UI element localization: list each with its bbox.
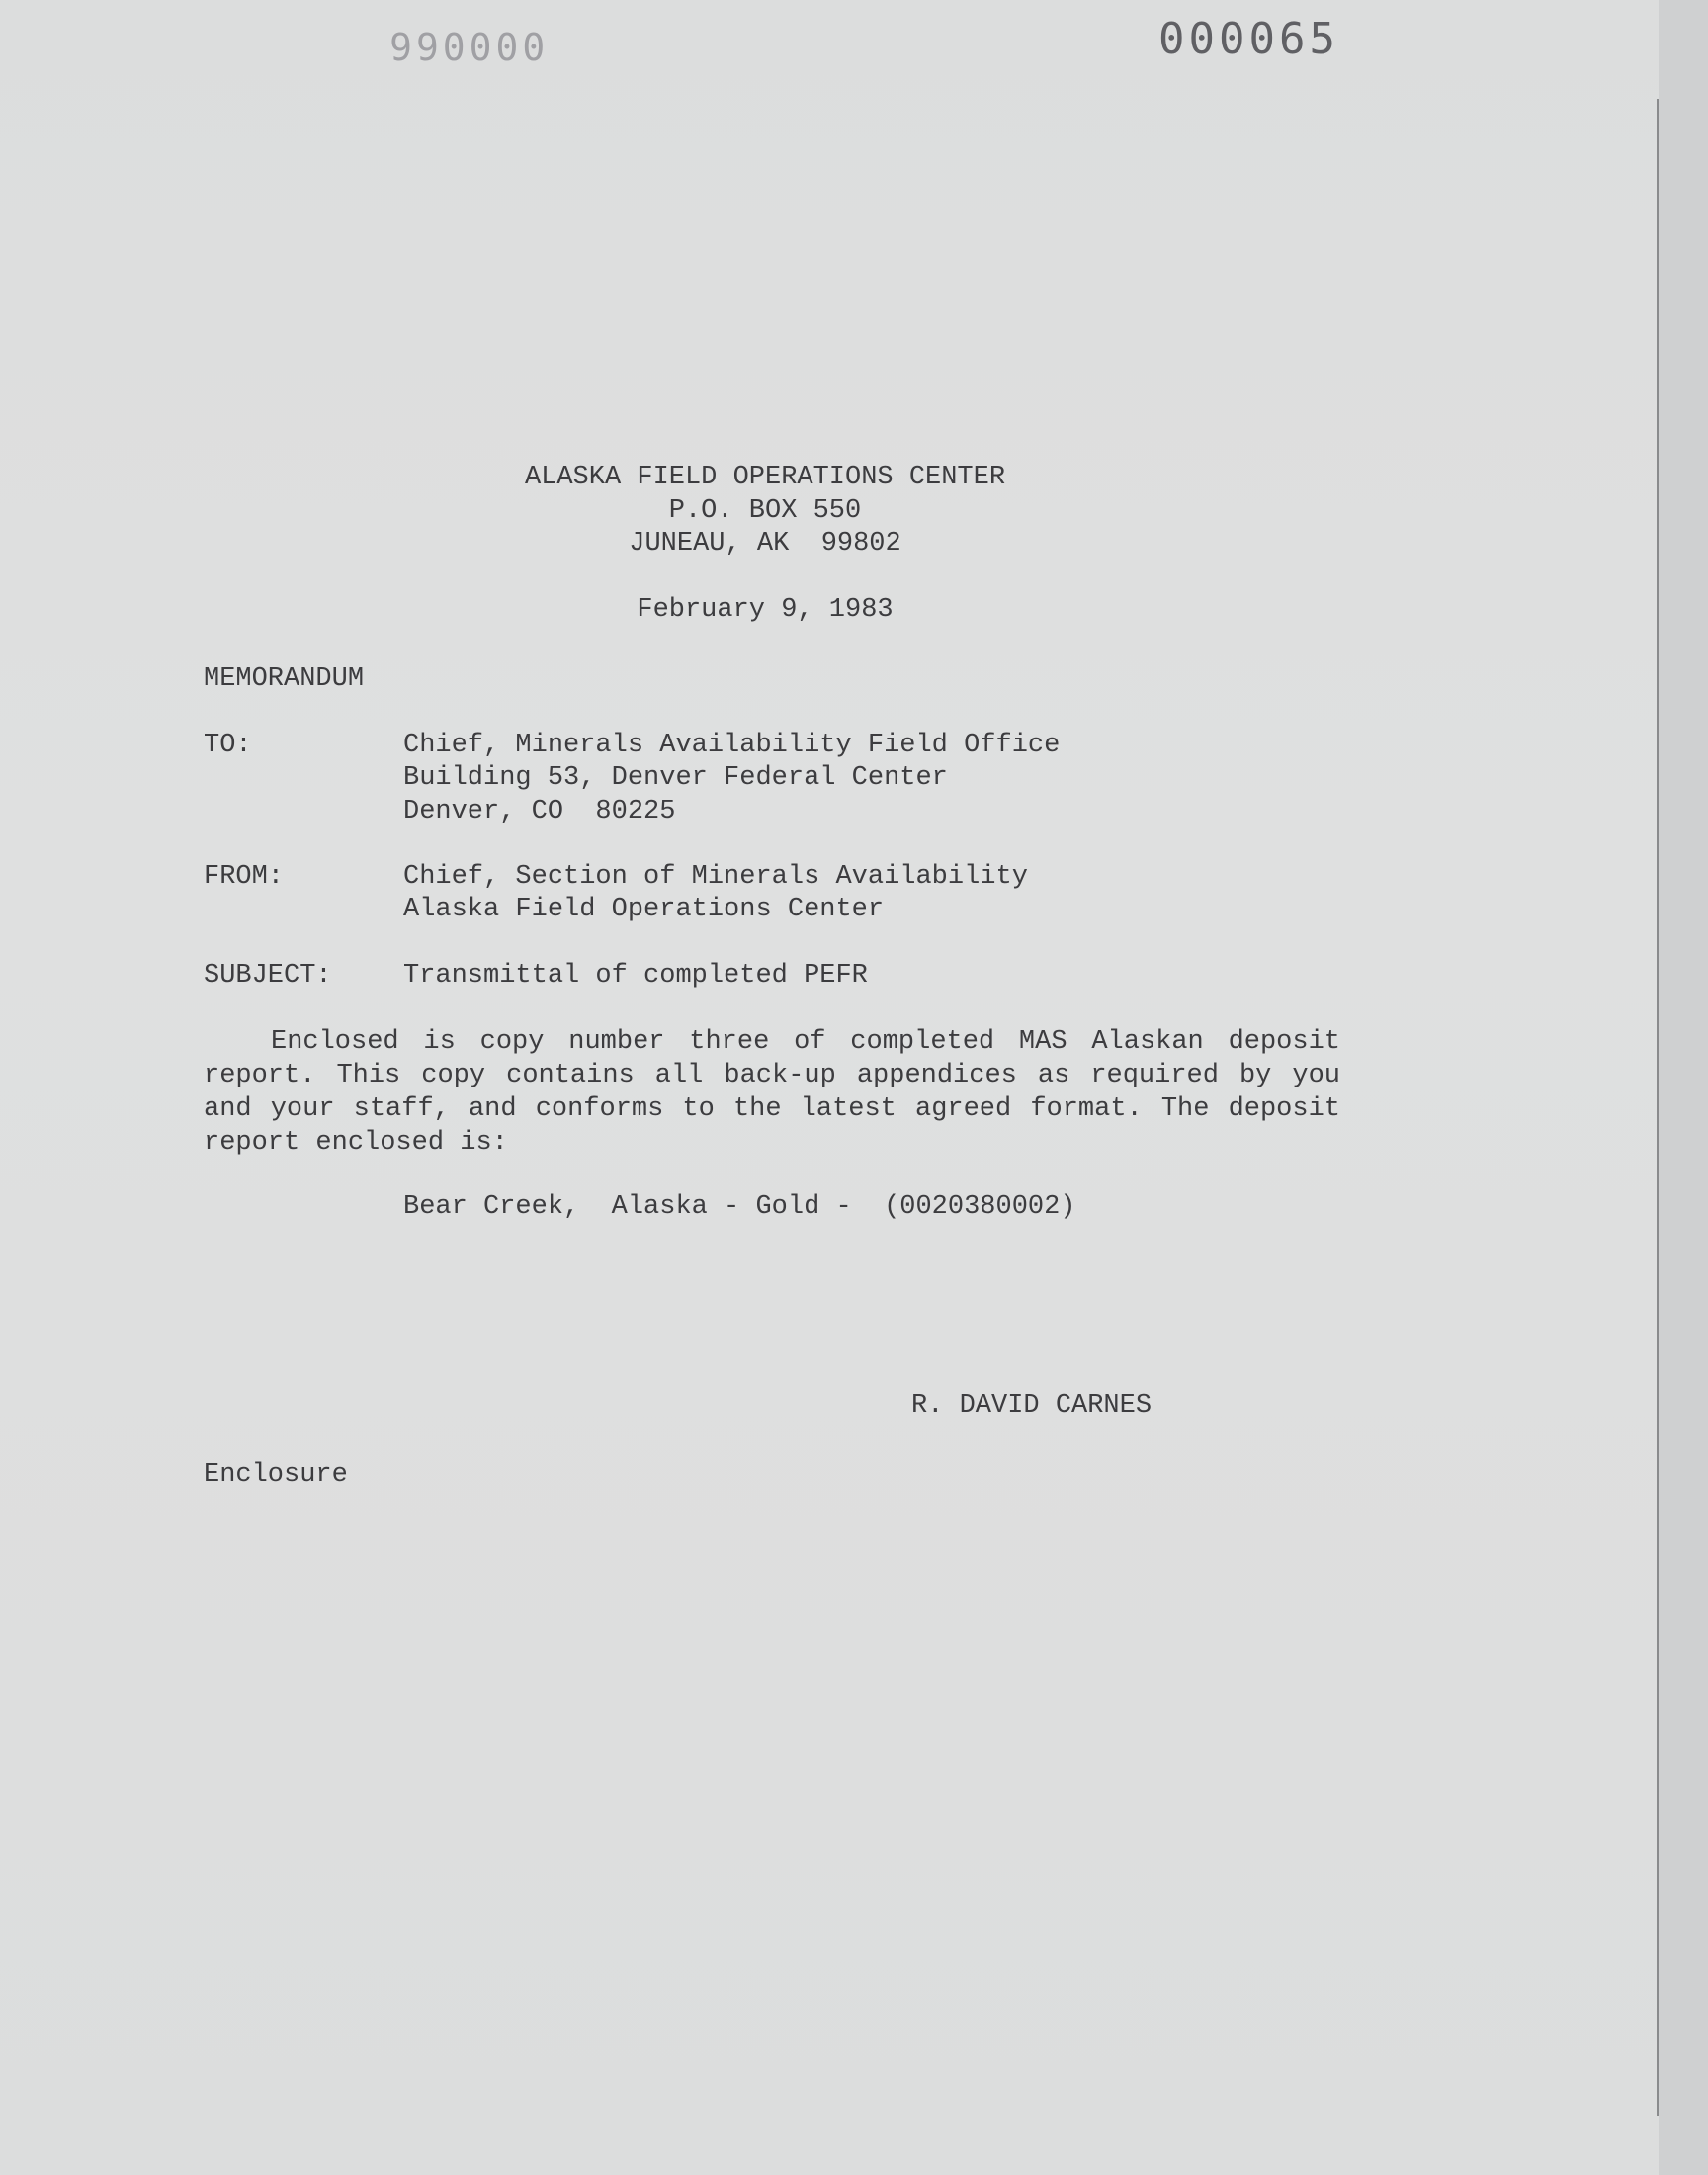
to-line-1: Chief, Minerals Availability Field Office	[403, 731, 1061, 760]
subject-label: SUBJECT:	[204, 961, 332, 991]
header-city: JUNEAU, AK 99802	[629, 529, 901, 559]
header-box: P.O. BOX 550	[668, 496, 862, 526]
to-line-3: Denver, CO 80225	[403, 797, 676, 826]
to-line-2: Building 53, Denver Federal Center	[403, 763, 948, 793]
subject-text: Transmittal of completed PEFR	[403, 961, 868, 991]
from-line-2: Alaska Field Operations Center	[403, 895, 885, 924]
enclosure-note: Enclosure	[204, 1460, 348, 1490]
to-label: TO:	[204, 731, 252, 760]
deposit-line: Bear Creek, Alaska - Gold - (0020380002)	[403, 1192, 1076, 1222]
page-stamp-right: 000065	[1158, 14, 1339, 64]
signature-name: R. DAVID CARNES	[911, 1391, 1153, 1421]
memo-title: MEMORANDUM	[204, 664, 365, 694]
scan-edge	[1659, 0, 1708, 2175]
body-paragraph-block	[204, 1025, 1340, 1160]
body-paragraph: Enclosed is copy number three of completed MAS Alaskan deposit report. This copy contains all back-up appendices as required by you and your staff, and conforms to the latest agreed format. The deposit report enclosed is:	[204, 1027, 1340, 1158]
from-line-1: Chief, Section of Minerals Availability	[403, 862, 1028, 892]
from-label: FROM:	[204, 862, 285, 892]
page-stamp-left: 000066	[385, 24, 546, 67]
memo-date: February 9, 1983	[637, 595, 894, 625]
header-org: ALASKA FIELD OPERATIONS CENTER	[524, 463, 1006, 492]
page-edge-line	[1657, 99, 1659, 2116]
